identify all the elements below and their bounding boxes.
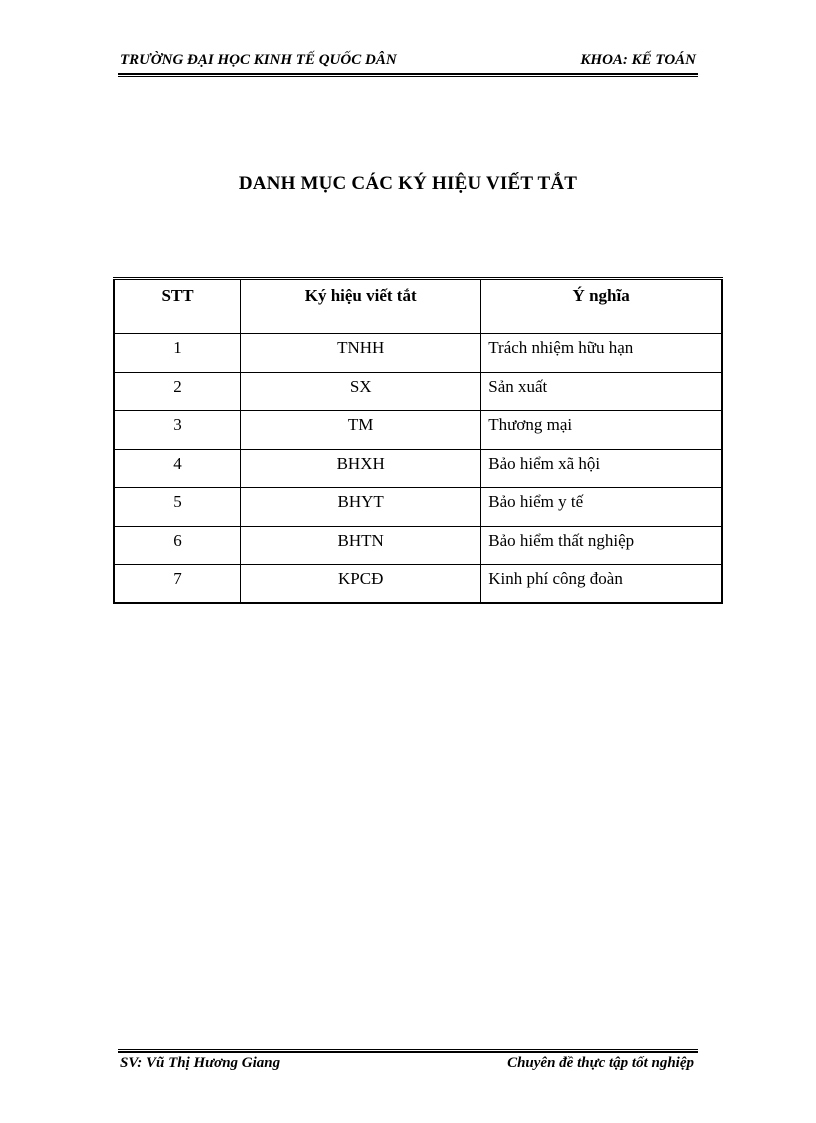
- row-meaning: Thương mại: [481, 411, 722, 450]
- row-number: 7: [114, 565, 241, 604]
- header-faculty: KHOA: KẾ TOÁN: [580, 52, 696, 68]
- row-number: 3: [114, 411, 241, 450]
- table-row: [114, 565, 722, 604]
- row-abbreviation: SX: [241, 372, 481, 411]
- row-meaning: Bảo hiểm xã hội: [481, 449, 722, 488]
- table-row: [114, 526, 722, 565]
- row-meaning: Sản xuất: [481, 372, 722, 411]
- table-row: [114, 334, 722, 373]
- page-title: DANH MỤC CÁC KÝ HIỆU VIẾT TẮT: [238, 173, 578, 194]
- footer-divider: [118, 1049, 698, 1053]
- column-header-meaning: Ý nghĩa: [481, 279, 722, 334]
- header-divider: [118, 73, 698, 77]
- column-header-stt: STT: [114, 279, 241, 334]
- page-header: [120, 52, 698, 72]
- row-number: 1: [114, 334, 241, 373]
- column-header-abbreviation: Ký hiệu viết tắt: [241, 279, 481, 334]
- table-row: [114, 411, 722, 450]
- header-university: TRƯỜNG ĐẠI HỌC KINH TẾ QUỐC DÂN: [120, 52, 397, 68]
- row-meaning: Bảo hiểm thất nghiệp: [481, 526, 722, 565]
- row-abbreviation: BHXH: [241, 449, 481, 488]
- table-row: [114, 488, 722, 527]
- row-abbreviation: TNHH: [241, 334, 481, 373]
- row-number: 2: [114, 372, 241, 411]
- row-abbreviation: BHYT: [241, 488, 481, 527]
- row-number: 4: [114, 449, 241, 488]
- row-number: 5: [114, 488, 241, 527]
- table-header-row: [114, 279, 722, 334]
- row-meaning: Bảo hiểm y tế: [481, 488, 722, 527]
- row-abbreviation: TM: [241, 411, 481, 450]
- footer-student-name: SV: Vũ Thị Hương Giang: [120, 1055, 281, 1071]
- table-row: [114, 372, 722, 411]
- row-abbreviation: BHTN: [241, 526, 481, 565]
- row-abbreviation: KPCĐ: [241, 565, 481, 604]
- page-footer: [120, 1055, 694, 1075]
- table-row: [114, 449, 722, 488]
- row-meaning: Trách nhiệm hữu hạn: [481, 334, 722, 373]
- row-meaning: Kinh phí công đoàn: [481, 565, 722, 604]
- row-number: 6: [114, 526, 241, 565]
- footer-report-type: Chuyên đề thực tập tốt nghiệp: [507, 1055, 694, 1071]
- abbreviation-table: [113, 277, 723, 604]
